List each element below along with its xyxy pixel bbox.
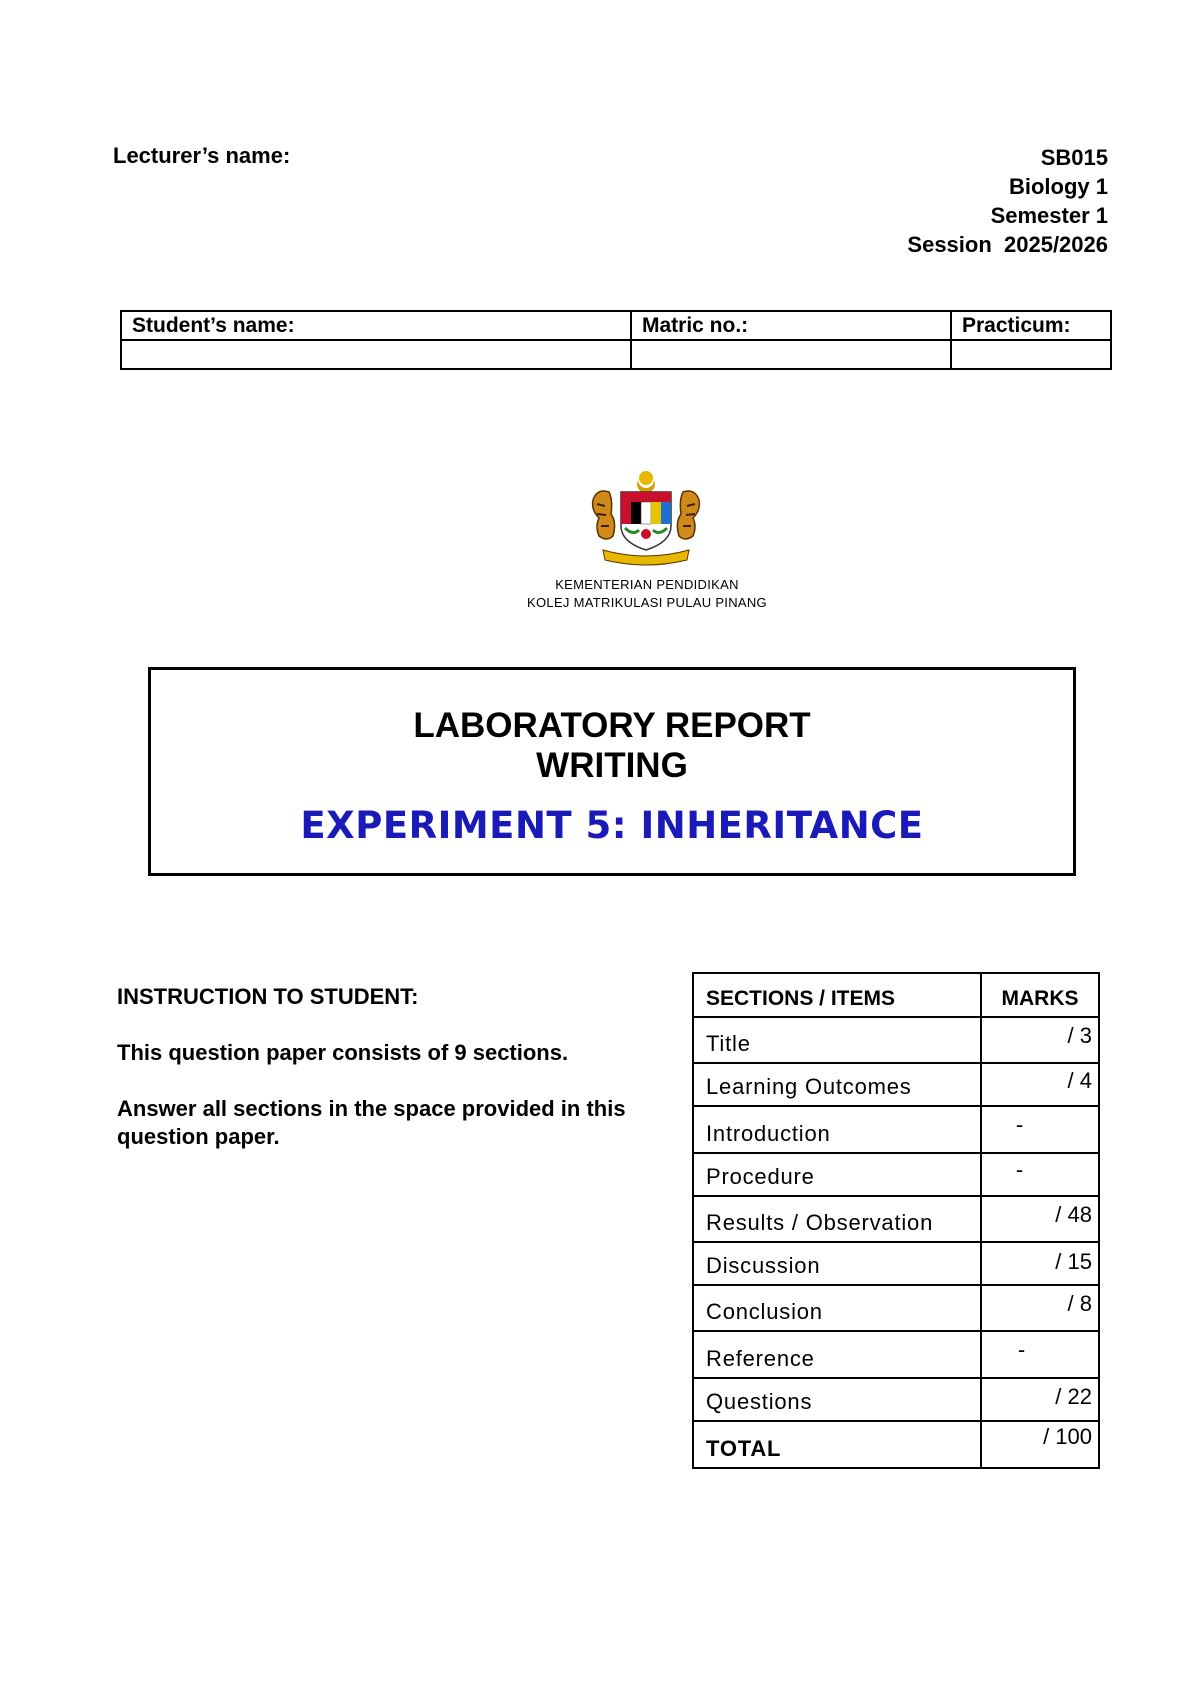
instruction-heading: INSTRUCTION TO STUDENT:	[117, 984, 419, 1009]
student-name-field[interactable]	[121, 340, 631, 369]
table-row-marks: / 22	[981, 1378, 1099, 1421]
lecturer-name-label: Lecturer’s name:	[113, 143, 291, 168]
table-row-marks: -	[981, 1106, 1099, 1153]
table-row-section: Conclusion	[693, 1285, 981, 1331]
table-row-section: Introduction	[693, 1106, 981, 1153]
marks-header-marks: MARKS	[981, 973, 1099, 1017]
table-row-section: Procedure	[693, 1153, 981, 1196]
student-name-label: Student’s name:	[121, 311, 631, 340]
table-row-section: Title	[693, 1017, 981, 1063]
session: Session 2025/2026	[907, 232, 1108, 257]
coat-of-arms-icon	[583, 470, 709, 570]
total-marks: / 100	[981, 1421, 1099, 1468]
marks-table	[692, 972, 1100, 1469]
course-info	[907, 143, 1108, 259]
table-row-marks: / 3	[981, 1017, 1099, 1063]
report-title-box	[148, 667, 1076, 876]
instruction-line-1: This question paper consists of 9 sections.	[117, 1040, 569, 1065]
table-row-marks: -	[981, 1153, 1099, 1196]
instruction-line-2: Answer all sections in the space provided in this question paper.	[117, 1096, 626, 1149]
practicum-label: Practicum:	[951, 311, 1111, 340]
marks-header-section: SECTIONS / ITEMS	[693, 973, 981, 1017]
report-title-line1: LABORATORY REPORT	[413, 706, 811, 745]
report-title-line2: WRITING	[536, 746, 688, 785]
table-row-marks: / 4	[981, 1063, 1099, 1106]
practicum-field[interactable]	[951, 340, 1111, 369]
table-row-section: Questions	[693, 1378, 981, 1421]
student-info-table	[120, 310, 1112, 370]
table-row-section: Results / Observation	[693, 1196, 981, 1242]
ministry-name: KEMENTERIAN PENDIDIKAN	[555, 577, 739, 592]
experiment-title: EXPERIMENT 5: INHERITANCE	[300, 804, 924, 847]
table-row-section: Discussion	[693, 1242, 981, 1285]
instructions	[117, 983, 677, 1179]
table-row-section: Learning Outcomes	[693, 1063, 981, 1106]
semester: Semester 1	[990, 203, 1108, 228]
table-row-marks: / 8	[981, 1285, 1099, 1331]
course-name: Biology 1	[1008, 174, 1108, 199]
table-row-marks: / 48	[981, 1196, 1099, 1242]
table-row-marks: / 15	[981, 1242, 1099, 1285]
course-code: SB015	[1040, 145, 1108, 170]
matric-no-field[interactable]	[631, 340, 951, 369]
institution-name	[450, 576, 844, 612]
total-label: TOTAL	[693, 1421, 981, 1468]
table-row-section: Reference	[693, 1331, 981, 1378]
table-row-marks: -	[981, 1331, 1099, 1378]
matric-no-label: Matric no.:	[631, 311, 951, 340]
college-name: KOLEJ MATRIKULASI PULAU PINANG	[527, 595, 767, 610]
